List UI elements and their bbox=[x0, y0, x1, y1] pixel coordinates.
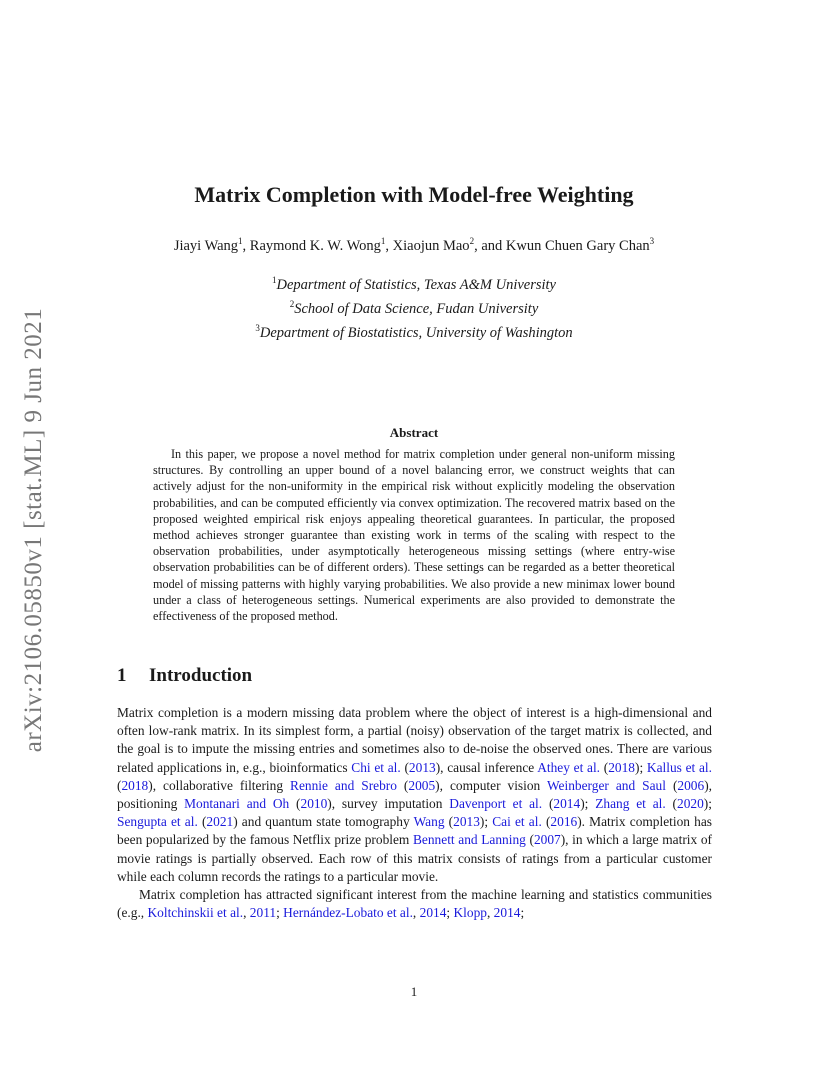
author-affiliation-mark: 2 bbox=[469, 236, 475, 246]
text-run: , bbox=[412, 905, 420, 921]
text-run: ( bbox=[541, 814, 551, 830]
author-separator: , bbox=[385, 237, 393, 254]
text-run: ); bbox=[703, 796, 712, 812]
affiliation bbox=[0, 319, 828, 343]
author-affiliation-mark: 1 bbox=[380, 236, 386, 246]
citation-link[interactable]: Kallus et al. bbox=[646, 759, 712, 775]
text-run: Matrix completion has attracted significant interest from the machine learning and statistics communities (e.g., bbox=[117, 887, 712, 921]
text-run: ( bbox=[665, 796, 678, 812]
author-affiliation-mark: 3 bbox=[649, 236, 655, 246]
abstract-heading: Abstract bbox=[389, 425, 439, 440]
citation-year-link[interactable]: 2014 bbox=[553, 796, 581, 812]
text-run: ), computer vision bbox=[435, 777, 547, 793]
text-run: Matrix completion is a modern missing data problem where the object of interest is a high-dimensional and often low-rank matrix. In its simplest form, a partial (noisy) observation of the target matrix is collected, and the goal is to impute the missing entries and sometimes also to de-noise the observed ones. There are various related applications in, e.g., bioinformatics bbox=[117, 705, 712, 775]
citation-link[interactable]: Bennett and Lanning bbox=[412, 832, 526, 848]
affiliation-mark: 1 bbox=[271, 275, 277, 285]
citation-link[interactable]: Davenport et al. bbox=[449, 796, 543, 812]
paragraph bbox=[117, 704, 712, 886]
arxiv-identifier: arXiv:2106.05850v1 [stat.ML] 9 Jun 2021 bbox=[20, 307, 47, 753]
citation-year-link[interactable]: 2014 bbox=[419, 905, 447, 921]
author-separator: , bbox=[242, 237, 250, 254]
citation-link[interactable]: Hernández-Lobato et al. bbox=[283, 905, 413, 921]
citation-link[interactable]: Cai et al. bbox=[492, 814, 542, 830]
affiliation-mark: 2 bbox=[289, 298, 295, 309]
citation-link[interactable]: Wang bbox=[413, 814, 445, 830]
author-name: Xiaojun Mao bbox=[392, 237, 470, 254]
affiliation-list bbox=[0, 271, 828, 342]
affiliation bbox=[0, 271, 828, 295]
text-run: ) and quantum state tomography bbox=[233, 814, 414, 830]
text-run: , bbox=[243, 905, 250, 921]
author-list bbox=[0, 236, 828, 255]
arxiv-sidebar bbox=[14, 290, 54, 770]
text-run: ( bbox=[117, 777, 122, 793]
text-run: ); bbox=[580, 796, 596, 812]
affiliation-text: Department of Biostatistics, University of Washington bbox=[259, 324, 573, 341]
section-title: Introduction bbox=[149, 665, 253, 686]
citation-link[interactable]: Zhang et al. bbox=[595, 796, 666, 812]
citation-year-link[interactable]: 2016 bbox=[550, 814, 578, 830]
text-run: ), in which a large matrix of movie ratings is partially observed. Each row of this matrix consists of ratings from a particular customer while each column records the ratings to a particular movie. bbox=[117, 832, 712, 884]
citation-year-link[interactable]: 2021 bbox=[206, 814, 234, 830]
author-name: Kwun Chuen Gary Chan bbox=[505, 237, 650, 254]
text-run: ( bbox=[400, 759, 409, 775]
citation-year-link[interactable]: 2014 bbox=[493, 905, 521, 921]
citation-link[interactable]: Montanari and Oh bbox=[184, 796, 290, 812]
affiliation-text: Department of Statistics, Texas A&M University bbox=[276, 276, 556, 293]
text-run: ), survey imputation bbox=[327, 796, 450, 812]
paragraph bbox=[117, 886, 712, 922]
citation-year-link[interactable]: 2010 bbox=[300, 796, 328, 812]
text-run: , bbox=[486, 905, 494, 921]
text-run: ). Matrix completion has been popularized by the famous Netflix prize problem bbox=[117, 814, 712, 848]
citation-year-link[interactable]: 2007 bbox=[533, 832, 561, 848]
citation-year-link[interactable]: 2018 bbox=[121, 777, 149, 793]
text-run: ; bbox=[276, 905, 284, 921]
text-run: ( bbox=[600, 759, 609, 775]
citation-year-link[interactable]: 2011 bbox=[249, 905, 277, 921]
text-run: ( bbox=[396, 777, 409, 793]
paper-title: Matrix Completion with Model-free Weighting bbox=[194, 182, 634, 207]
text-run: ( bbox=[197, 814, 207, 830]
text-run: ; bbox=[446, 905, 454, 921]
text-run: ; bbox=[520, 905, 525, 921]
text-run: ( bbox=[525, 832, 534, 848]
author-name: Jiayi Wang bbox=[173, 237, 239, 254]
abstract-text: In this paper, we propose a novel method for matrix completion under general non-uniform missing structures. By controlling an upper bound of a novel balancing error, we construct weights that can actively adjust for the non-uniformity in the empirical risk without explicitly modeling the observation probabilities, and can be computed efficiently via convex optimization. The recovered matrix based on the proposed weighted empirical risk enjoys appealing theoretical guarantees. In particular, the proposed method achieves stronger guarantee than existing work in terms of the scaling with respect to the observation probabilities, under asymptotically heterogeneous missing settings (where entry-wise observation probabilities can be of different orders). These settings can be regarded as a better theoretical model of missing patterns with highly varying probabilities. We also provide a new minimax lower bound under a class of heterogeneous settings. Numerical experiments are also provided to demonstrate the effectiveness of the proposed method. bbox=[153, 447, 675, 624]
citation-link[interactable]: Klopp bbox=[453, 905, 487, 921]
text-run: ), causal inference bbox=[435, 759, 538, 775]
affiliation bbox=[0, 295, 828, 319]
text-run: ( bbox=[665, 777, 678, 793]
page-number: 1 bbox=[410, 984, 418, 999]
citation-year-link[interactable]: 2013 bbox=[453, 814, 480, 830]
author-affiliation-mark: 1 bbox=[238, 236, 243, 246]
author-separator: , and bbox=[474, 237, 506, 254]
section-heading bbox=[117, 665, 252, 687]
text-run: ); bbox=[479, 814, 493, 830]
author-name: Raymond K. W. Wong bbox=[249, 237, 381, 254]
citation-link[interactable]: Rennie and Srebro bbox=[290, 777, 397, 793]
citation-link[interactable]: Weinberger and Saul bbox=[546, 777, 666, 793]
text-run: ( bbox=[444, 814, 454, 830]
section-number: 1 bbox=[117, 665, 127, 686]
introduction-body bbox=[117, 704, 712, 922]
text-run: ), positioning bbox=[117, 777, 712, 812]
citation-year-link[interactable]: 2020 bbox=[677, 796, 704, 812]
citation-year-link[interactable]: 2018 bbox=[608, 759, 635, 775]
citation-link[interactable]: Athey et al. bbox=[537, 759, 601, 775]
text-run: ); bbox=[635, 759, 647, 775]
citation-link[interactable]: Chi et al. bbox=[351, 759, 401, 775]
text-run: ( bbox=[542, 796, 554, 812]
affiliation-text: School of Data Science, Fudan University bbox=[294, 300, 539, 317]
citation-link[interactable]: Koltchinskii et al. bbox=[147, 905, 244, 921]
text-run: ), collaborative filtering bbox=[148, 777, 291, 793]
affiliation-mark: 3 bbox=[255, 322, 260, 333]
citation-year-link[interactable]: 2006 bbox=[677, 777, 705, 793]
citation-year-link[interactable]: 2013 bbox=[408, 759, 436, 775]
text-run: ( bbox=[289, 796, 301, 812]
citation-year-link[interactable]: 2005 bbox=[408, 777, 436, 793]
citation-link[interactable]: Sengupta et al. bbox=[117, 814, 198, 830]
